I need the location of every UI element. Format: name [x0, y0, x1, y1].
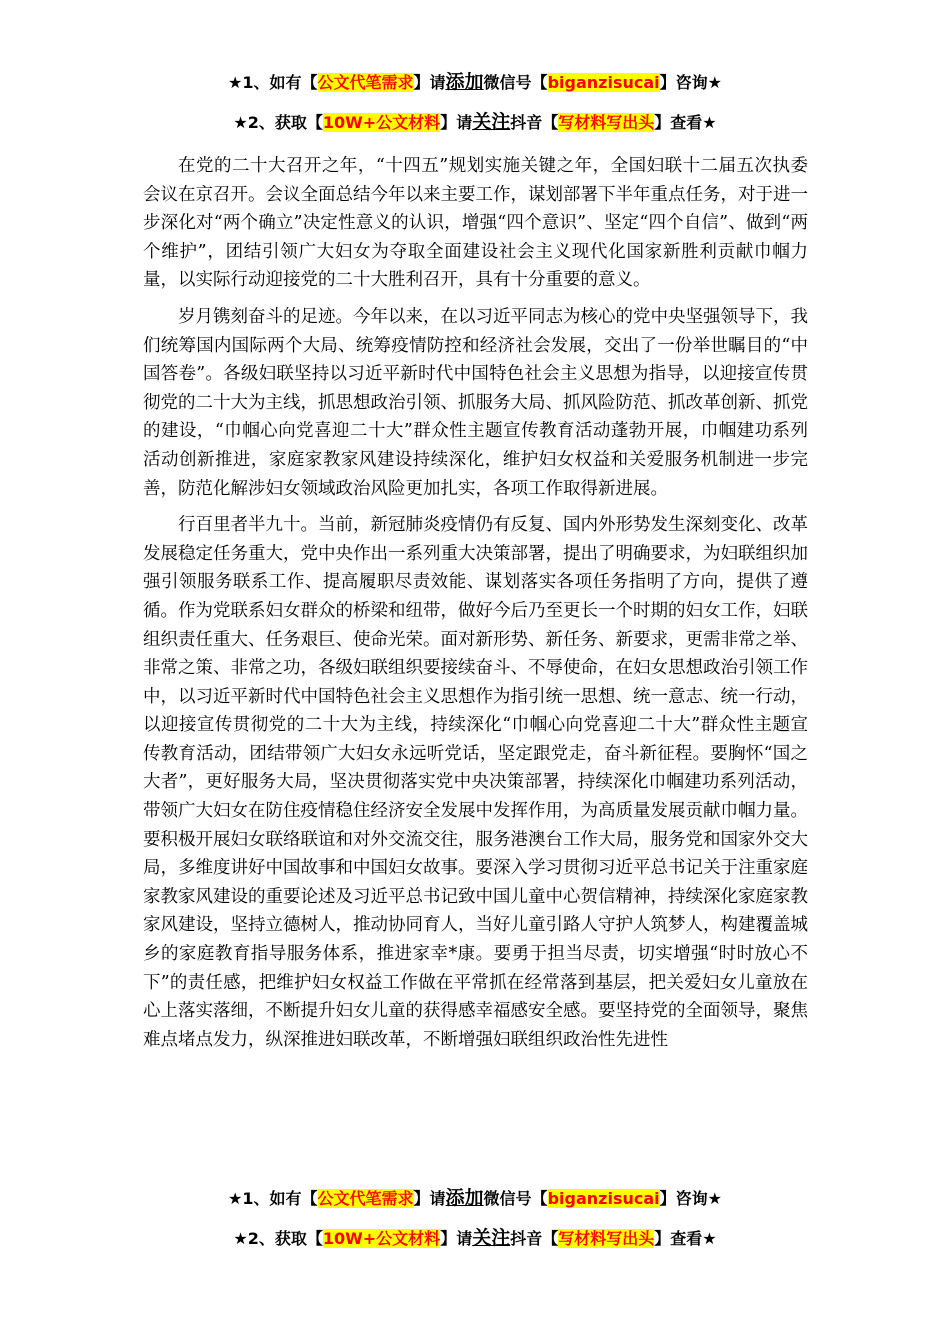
header-ad-line-1: ★1、如有【公文代笔需求】请添加微信号【biganzisucai】咨询★ [228, 71, 722, 93]
footer-ad-line-1: ★1、如有【公文代笔需求】请添加微信号【biganzisucai】咨询★ [228, 1187, 722, 1209]
ad-emphasis: 关注 [472, 1227, 511, 1249]
ad-emphasis: 添加 [445, 71, 484, 93]
ad-highlight: 10W+公文材料 [322, 1229, 441, 1248]
ad-wechat-id: biganzisucai [547, 73, 660, 92]
footer-ad-line-2: ★2、获取【10W+公文材料】请关注抖音【写材料写出头】查看★ [233, 1227, 717, 1249]
ad-emphasis: 添加 [445, 1187, 484, 1209]
ad-douyin-id: 写材料写出头 [558, 113, 655, 132]
ad-douyin-id: 写材料写出头 [558, 1229, 655, 1248]
article-body [143, 152, 808, 1062]
ad-highlight: 公文代笔需求 [317, 1189, 414, 1208]
ad-wechat-id: biganzisucai [547, 1189, 660, 1208]
paragraph-2: 岁月镌刻奋斗的足迹。今年以来，在以习近平同志为核心的党中央坚强领导下，我们统筹国内国际两个大局、统筹疫情防控和经济社会发展，交出了一份举世瞩目的“中国答卷”。各级妇联坚持以习近平新时代中国特色社会主义思想为指导，以迎接宣传贯彻党的二十大为主线，抓思想政治引领、抓服务大局、抓风险防范、抓改革创新、抓党的建设，“巾帼心向党喜迎二十大”群众性主题宣传教育活动蓬勃开展，巾帼建功系列活动创新推进，家庭家教家风建设持续深化，维护妇女权益和关爱服务机制进一步完善，防范化解涉妇女领域政治风险更加扎实，各项工作取得新进展。 [143, 306, 808, 499]
paragraph-3: 行百里者半九十。当前，新冠肺炎疫情仍有反复、国内外形势发生深刻变化、改革发展稳定任务重大，党中央作出一系列重大决策部署，提出了明确要求，为妇联组织加强引领服务联系工作、提高履职尽责效能、谋划落实各项任务指明了方向，提供了遵循。作为党联系妇女群众的桥梁和纽带，做好今后乃至更长一个时期的妇女工作，妇联组织责任重大、任务艰巨、使命光荣。面对新形势、新任务、新要求，更需非常之举、非常之策、非常之功，各级妇联组织要接续奋斗、不辱使命，在妇女思想政治引领工作中，以习近平新时代中国特色社会主义思想作为指引统一思想、统一意志、统一行动，以迎接宣传贯彻党的二十大为主线，持续深化“巾帼心向党喜迎二十大”群众性主题宣传教育活动，团结带领广大妇女永远听党话，坚定跟党走，奋斗新征程。要胸怀“国之大者”，更好服务大局，坚决贯彻落实党中央决策部署，持续深化巾帼建功系列活动，带领广大妇女在防住疫情稳住经济安全发展中发挥作用，为高质量发展贡献巾帼力量。要积极开展妇女联络联谊和对外交流交往，服务港澳台工作大局，服务党和国家外交大局，多维度讲好中国故事和中国妇女故事。要深入学习贯彻习近平总书记关于注重家庭家教家风建设的重要论述及习近平总书记致中国儿童中心贺信精神，持续深化家庭家教家风建设，坚持立德树人，推动协同育人，当好儿童引路人守护人筑梦人，构建覆盖城乡的家庭教育指导服务体系，推进家幸*康。要勇于担当尽责，切实增强“时时放心不下”的责任感，把维护妇女权益工作做在平常抓在经常落到基层，把关爱妇女儿童放在心上落实落细，不断提升妇女儿童的获得感幸福感安全感。要坚持党的全面领导，聚焦难点堵点发力，纵深推进妇联改革，不断增强妇联组织政治性先进性 [143, 515, 808, 1050]
ad-highlight: 公文代笔需求 [317, 73, 414, 92]
paragraph-1: 在党的二十大召开之年，“十四五”规划实施关键之年，全国妇联十二届五次执委会议在京召开。会议全面总结今年以来主要工作，谋划部署下半年重点任务，对于进一步深化对“两个确立”决定性意义的认识，增强“四个意识”、坚定“四个自信”、做到“两个维护”，团结引领广大妇女为夺取全面建设社会主义现代化国家新胜利贡献巾帼力量，以实际行动迎接党的二十大胜利召开，具有十分重要的意义。 [143, 156, 808, 291]
header-ad-line-2: ★2、获取【10W+公文材料】请关注抖音【写材料写出头】查看★ [233, 111, 717, 133]
ad-highlight: 10W+公文材料 [322, 113, 441, 132]
ad-emphasis: 关注 [472, 111, 511, 133]
